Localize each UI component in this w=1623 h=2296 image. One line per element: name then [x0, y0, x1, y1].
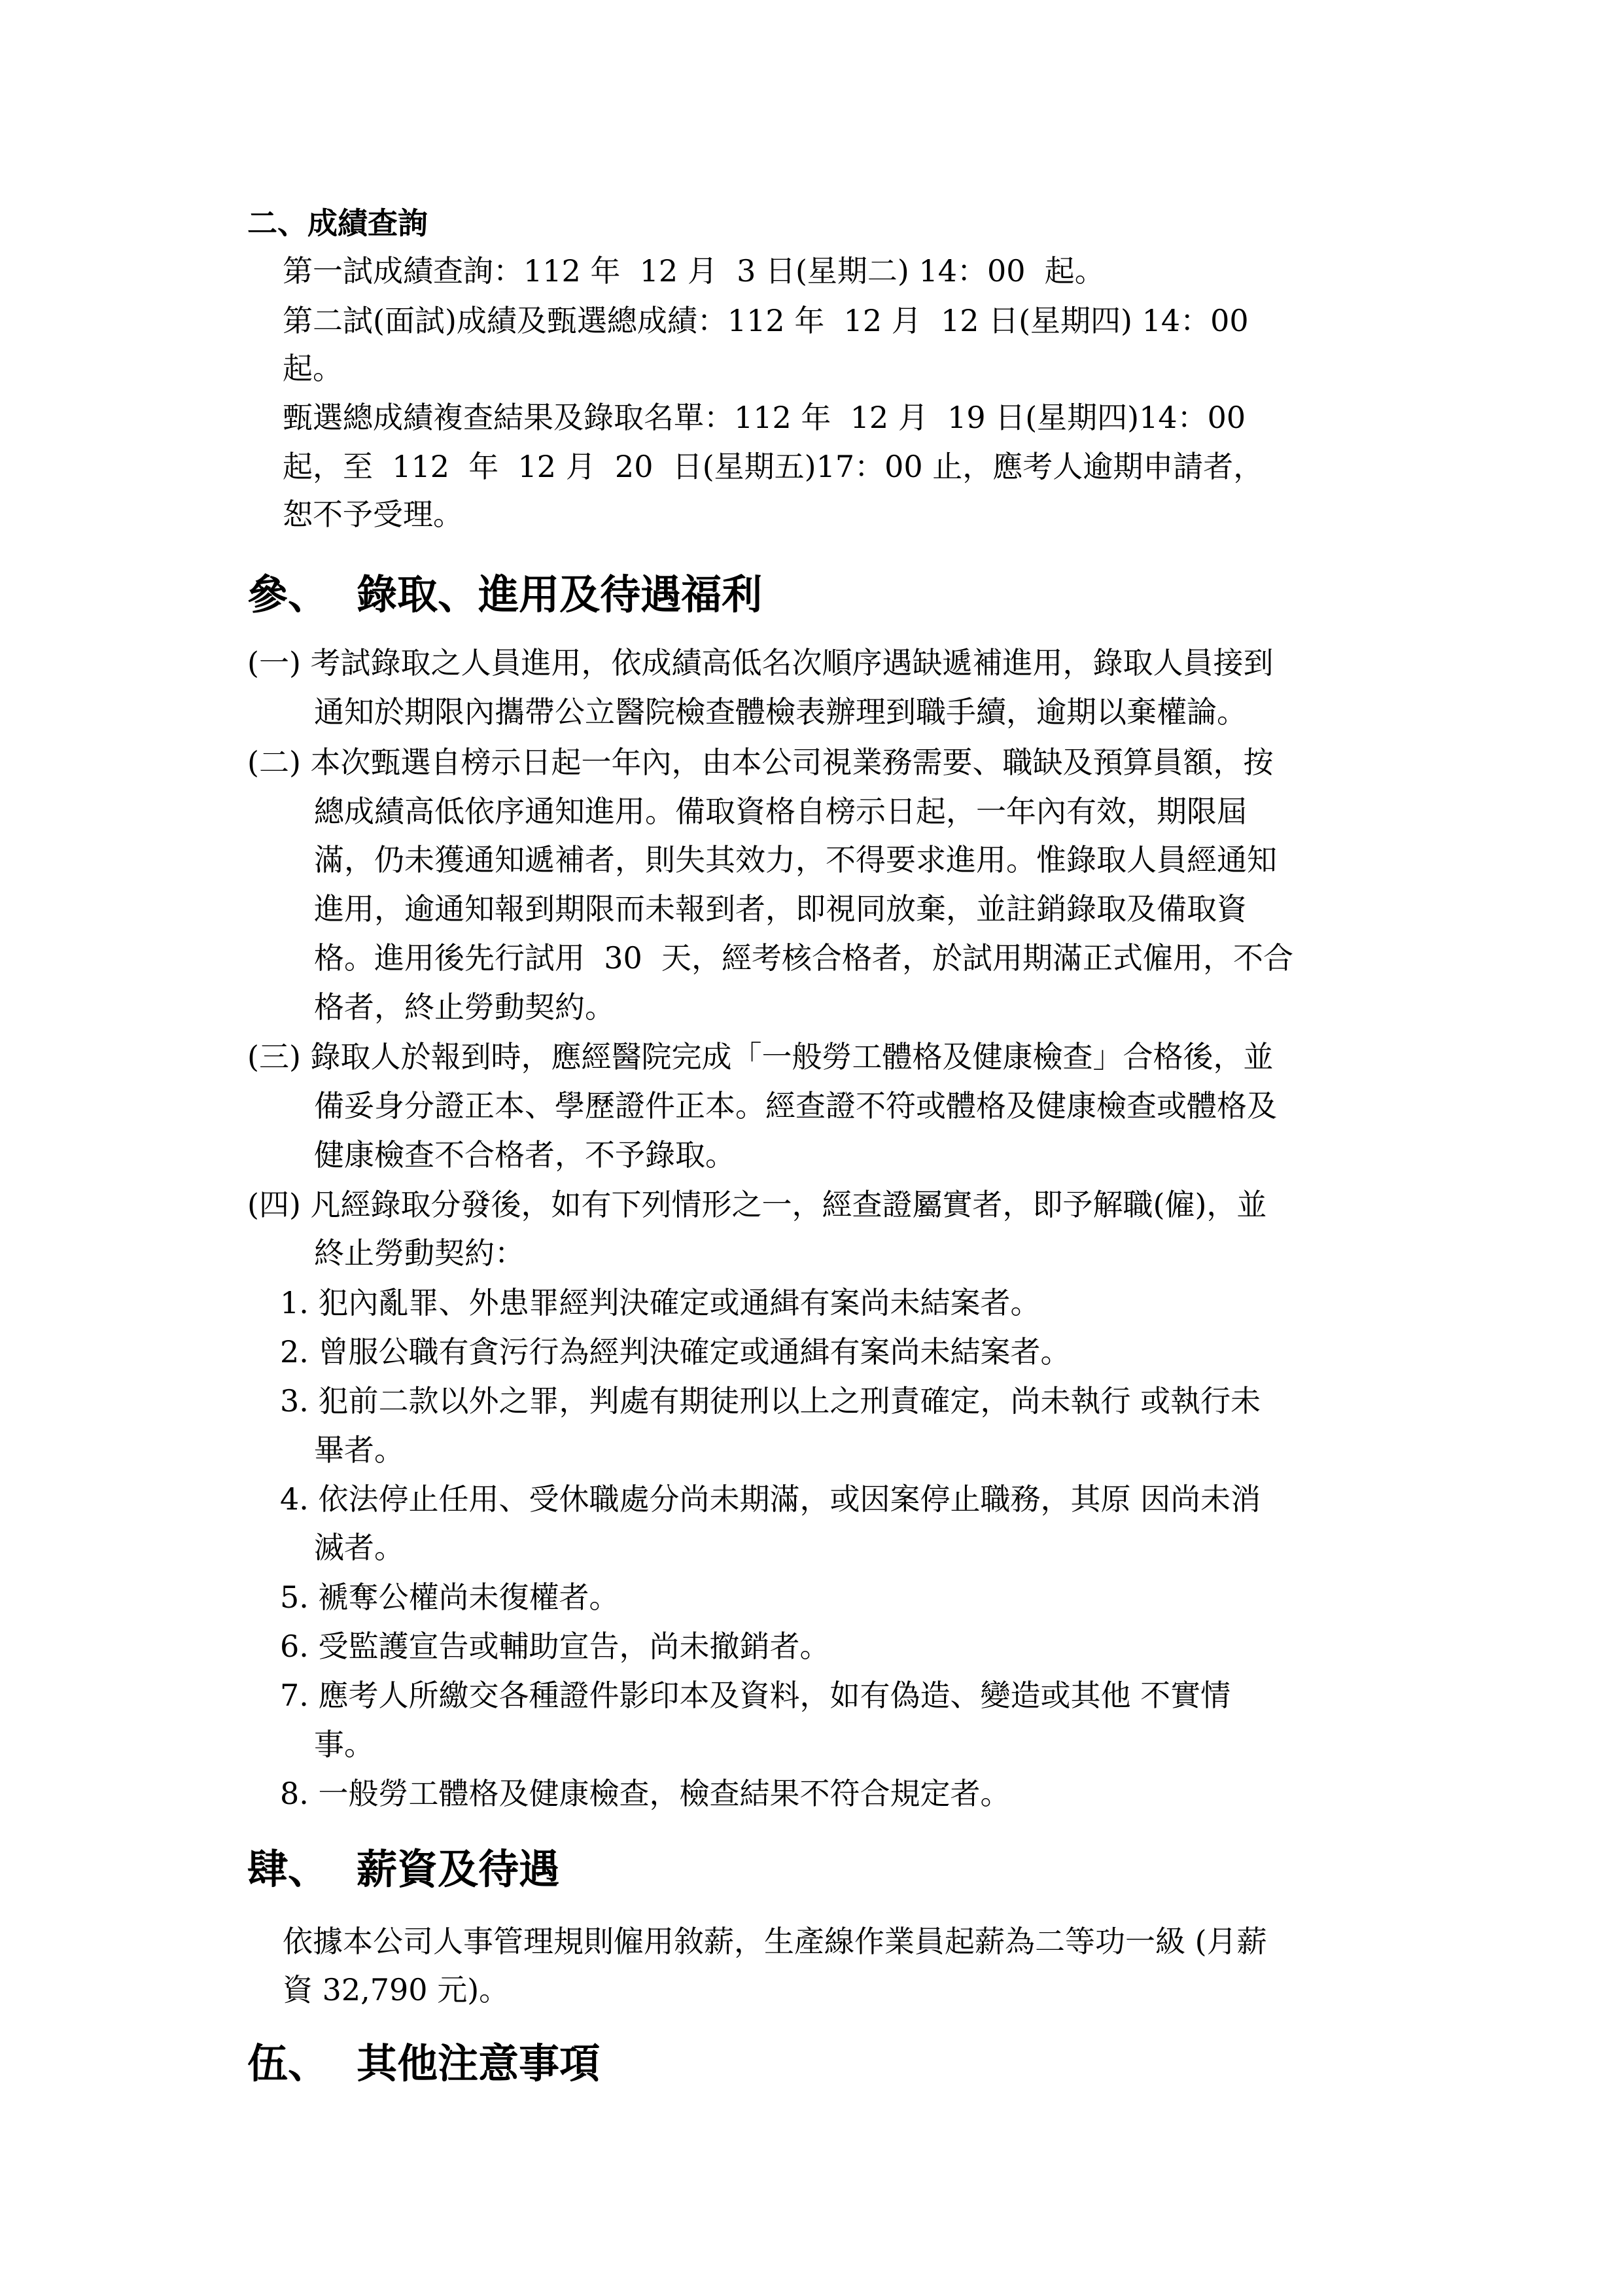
- text-line: 終止勞動契約：: [314, 1235, 525, 1271]
- text-line: (三) 錄取人於報到時，應經醫院完成「一般勞工體格及健康檢查」合格後，並: [247, 1039, 1274, 1074]
- sub-list-item: 6. 受監護宣告或輔助宣告，尚未撤銷者。: [280, 1629, 830, 1664]
- text-line: 格。進用後先行試用 30 天，經考核合格者，於試用期滿正式僱用，不合: [314, 940, 1294, 976]
- text-line: 畢者。: [314, 1432, 404, 1468]
- sub-list-item: 8. 一般勞工體格及健康檢查，檢查結果不符合規定者。: [280, 1776, 1011, 1811]
- text-line: 第二試(面試)成績及甄選總成績：112 年 12 月 12 日(星期四) 14：00: [283, 303, 1249, 338]
- sub-list-item: 5. 褫奪公權尚未復權者。: [280, 1580, 620, 1615]
- text-line: 備妥身分證正本、學歷證件正本。經查證不符或體格及健康檢查或體格及: [314, 1088, 1277, 1123]
- text-line: 滿，仍未獲通知遞補者，則失其效力，不得要求進用。惟錄取人員經通知: [314, 842, 1277, 877]
- text-line: 格者，終止勞動契約。: [314, 989, 615, 1025]
- text-line: 依據本公司人事管理規則僱用敘薪，生產線作業員起薪為二等功一級 (月薪: [283, 1924, 1267, 1959]
- text-line: 恕不予受理。: [283, 497, 463, 532]
- text-line: 第一試成績查詢：112 年 12 月 3 日(星期二) 14：00 起。: [283, 253, 1105, 289]
- text-line: 起。: [283, 351, 343, 386]
- text-line: 3. 犯前二款以外之罪，判處有期徒刑以上之刑責確定，尚未執行 或執行未: [280, 1383, 1261, 1419]
- text-line: 甄選總成績複查結果及錄取名單：112 年 12 月 19 日(星期四)14：00: [283, 400, 1246, 435]
- text-line: 總成績高低依序通知進用。備取資格自榜示日起，一年內有效，期限屆: [314, 794, 1247, 829]
- text-line: 起，至 112 年 12 月 20 日(星期五)17：00 止，應考人逾期申請者，: [283, 449, 1264, 484]
- text-line: (一) 考試錄取之人員進用，依成績高低名次順序遇缺遞補進用，錄取人員接到: [247, 645, 1274, 680]
- sub-list-item: 1. 犯內亂罪、外患罪經判決確定或通緝有案尚未結案者。: [280, 1285, 1041, 1320]
- text-line: 健康檢查不合格者，不予錄取。: [314, 1137, 735, 1173]
- text-line: 滅者。: [314, 1530, 404, 1565]
- section-subtitle: 二、成績查詢: [247, 205, 428, 241]
- text-line: 資 32,790 元)。: [283, 1972, 510, 2007]
- text-line: 事。: [314, 1727, 374, 1762]
- text-line: (二) 本次甄選自榜示日起一年內，由本公司視業務需要、職缺及預算員額，按: [247, 745, 1274, 780]
- text-line: 通知於期限內攜帶公立醫院檢查體檢表辦理到職手續，逾期以棄權論。: [314, 694, 1247, 730]
- text-line: 進用，逾通知報到期限而未報到者，即視同放棄，並註銷錄取及備取資: [314, 891, 1247, 927]
- text-line: 7. 應考人所繳交各種證件影印本及資料，如有偽造、變造或其他 不實情: [280, 1678, 1231, 1713]
- section-heading: 肆、 薪資及待遇: [247, 1845, 560, 1893]
- sub-list-item: 2. 曾服公職有貪污行為經判決確定或通緝有案尚未結案者。: [280, 1334, 1071, 1369]
- section-heading: 伍、 其他注意事項: [247, 2040, 601, 2087]
- text-line: (四) 凡經錄取分發後，如有下列情形之一，經查證屬實者，即予解職(僱)，並: [247, 1187, 1267, 1222]
- section-heading: 參、 錄取、進用及待遇福利: [247, 571, 763, 618]
- text-line: 4. 依法停止任用、受休職處分尚未期滿，或因案停止職務，其原 因尚未消: [280, 1481, 1261, 1517]
